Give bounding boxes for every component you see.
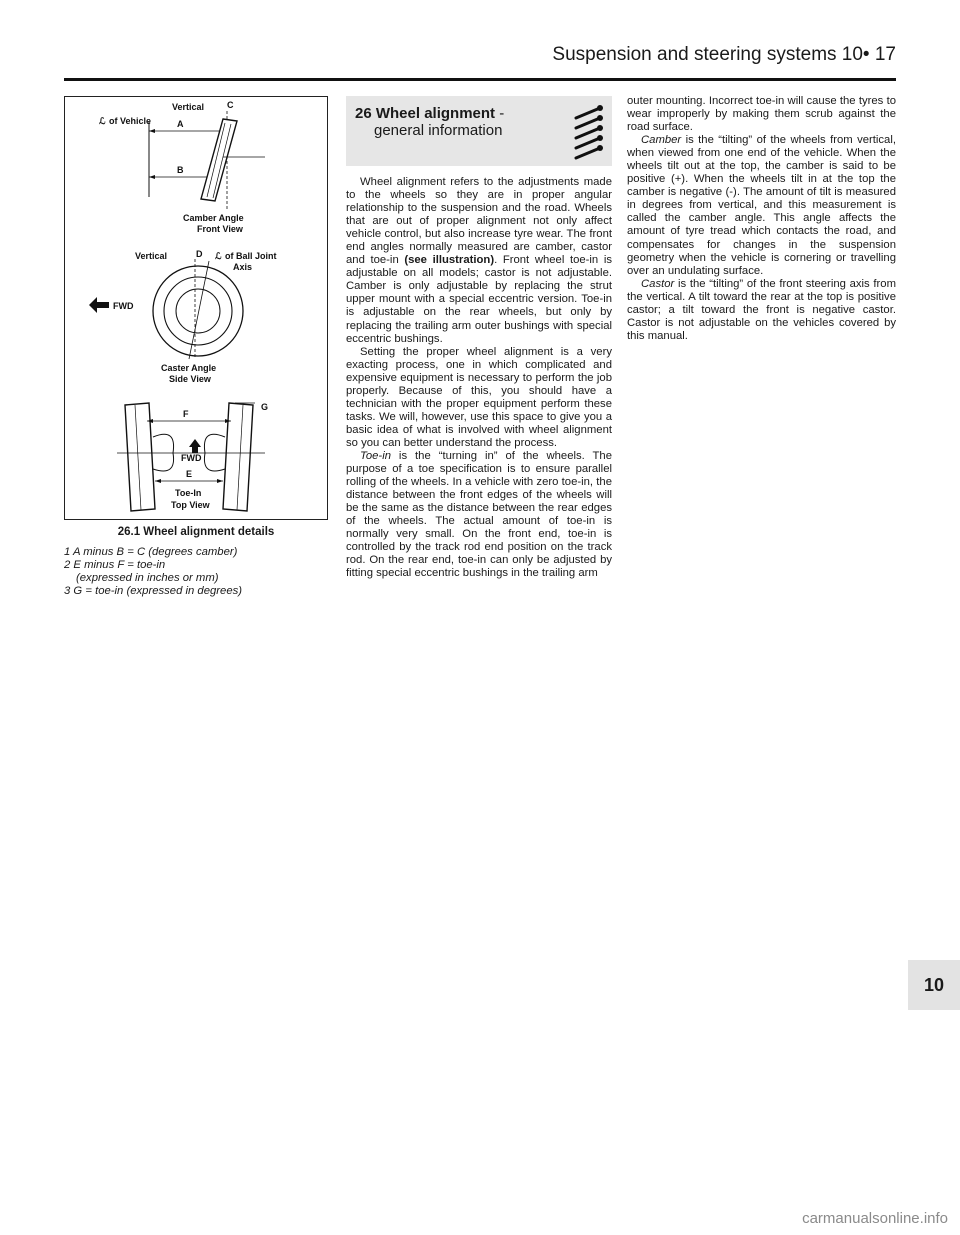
paragraph-5: Castor is the “tilting” of the front steering axis from the vertical. A tilt toward the rear at the top is positive castor; a tilt toward the front is negative castor. Castor is not adjustable on the vehicles covered by this manual. <box>627 277 896 342</box>
wheel-alignment-figure <box>64 96 328 520</box>
paragraph-4: Camber is the “tilting” of the wheels from vertical, when viewed from one end of the vehicle. When the wheels tilt out at the top, the camber is said to be positive (+). When the wheels tilt in at the top the camber is negative (-). The amount of tilt is measured in degrees from vertical, and this measurement is called the camber angle. This angle affects the amount of tyre tread which contacts the road, and compensates for changes in the suspension geometry when the vehicle is cornering or travelling over an undulating surface. <box>627 134 896 277</box>
label-vertical-mid: Vertical <box>135 251 168 261</box>
text-column-middle <box>346 176 612 580</box>
paragraph-1: Wheel alignment refers to the adjustments made to the wheels so they are in proper angular relationship to the suspension and the road. Wheels that are out of proper alignment not only affect vehicle control, but also increase tyre wear. The front end angles normally measured are camber, castor and toe-in (see illustration). Front wheel toe-in is adjustable on all models; castor is not adjustable. Camber is only adjustable by replacing the strut upper mount with a special eccentric version. Toe-in is adjustable on the rear wheels, but only by replacing the trailing arm outer bushings with special eccentric bushings. <box>346 176 612 345</box>
centerline-symbol-2: ℒ <box>215 251 222 261</box>
paragraph-2: Setting the proper wheel alignment is a very exacting process, one in which complicated and expensive equipment is necessary to perform the job properly. Because of this, you should have a technician with the proper equipment perform these tasks. We will, however, use this space to give you a basic idea of what is involved with wheel alignment so you can better understand the process. <box>346 345 612 449</box>
camber-front-view <box>99 100 265 234</box>
watermark: carmanualsonline.info <box>802 1210 948 1227</box>
chapter-tab: 10 <box>908 960 960 1010</box>
label-cl-vehicle: of Vehicle <box>109 116 152 126</box>
section-title: 26 Wheel alignment - <box>355 105 505 122</box>
figure-notes <box>64 546 332 598</box>
label-e: E <box>186 469 193 479</box>
label-fwd-top: FWD <box>181 453 202 463</box>
page-header-title: Suspension and steering systems 10• 17 <box>552 44 896 65</box>
label-fwd-side: FWD <box>113 301 134 311</box>
label-toe-in: Toe-In <box>175 488 202 498</box>
label-c: C <box>227 100 234 110</box>
figure-caption: 26.1 Wheel alignment details <box>117 526 275 538</box>
label-side-view: Side View <box>169 374 211 384</box>
label-top-view: Top View <box>171 500 210 510</box>
label-axis: Axis <box>233 262 253 272</box>
figure-note-3: 3 G = toe-in (expressed in degrees) <box>64 585 243 597</box>
section-subtitle: general information <box>374 122 503 139</box>
label-front-view: Front View <box>197 224 243 234</box>
section-heading <box>346 96 612 166</box>
paragraph-3-continued: outer mounting. Incorrect toe-in will cause the tyres to wear improperly by making them scrub against the road surface. <box>627 95 896 134</box>
figure-note-2: 2 E minus F = toe-in <box>64 559 166 571</box>
label-f: F <box>183 409 189 419</box>
centerline-symbol: ℒ <box>99 116 106 126</box>
toe-in-top-view <box>117 402 268 511</box>
label-cl-ball-joint: of Ball Joint <box>225 251 277 261</box>
label-g: G <box>261 402 269 412</box>
caster-side-view <box>89 249 277 384</box>
figure-note-2-cont: (expressed in inches or mm) <box>76 572 219 584</box>
spanner-difficulty-icon <box>572 104 606 160</box>
label-vertical-top: Vertical <box>172 102 205 112</box>
figure-note-1: 1 A minus B = C (degrees camber) <box>64 546 238 558</box>
text-column-right <box>627 95 896 343</box>
label-camber-angle: Camber Angle <box>183 213 244 223</box>
label-b: B <box>177 165 184 175</box>
label-caster-angle: Caster Angle <box>161 363 217 373</box>
label-d: D <box>196 249 203 259</box>
label-a: A <box>177 119 184 129</box>
wheel-alignment-diagram <box>65 97 329 521</box>
paragraph-3: Toe-in is the “turning in” of the wheels. The purpose of a toe specification is to ensure parallel rolling of the wheels. In a vehicle with zero toe-in, the distance between the front edges of the wheels will be the same as the distance between the rear edges of the wheels. The actual amount of toe-in is normally very small. On the front end, toe-in is controlled by the track rod end position on the track rod. On the rear end, toe-in can only be adjusted by fitting special eccentric bushings in the trailing arm <box>346 449 612 580</box>
header-rule <box>64 78 896 81</box>
